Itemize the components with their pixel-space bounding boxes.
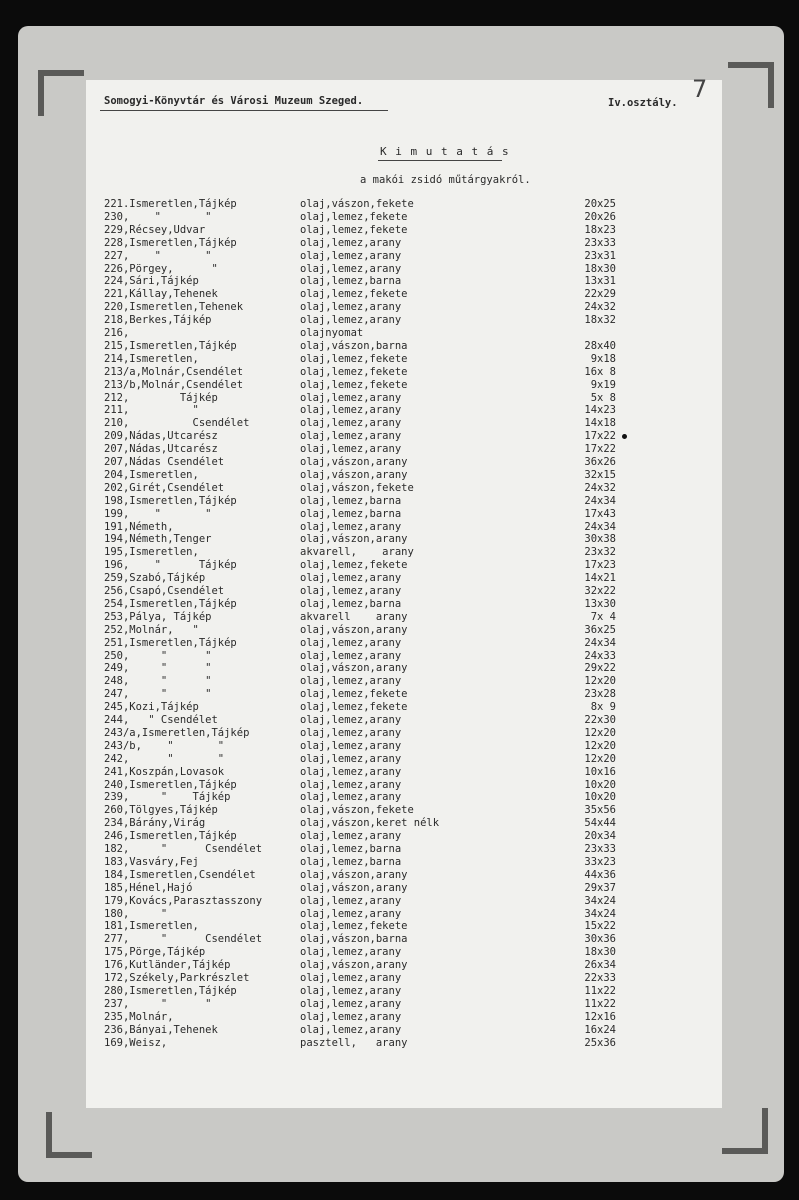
row-name: 240,Ismeretlen,Tájkép bbox=[104, 778, 237, 791]
row-name: 224,Sári,Tájkép bbox=[104, 275, 199, 288]
row-size: 12x20 bbox=[584, 752, 616, 765]
row-size: 12x20 bbox=[584, 675, 616, 688]
row-material: olaj,lemez,arany bbox=[300, 443, 402, 456]
row-name: 169,Weisz, bbox=[104, 1036, 168, 1049]
row-name: 250, " " bbox=[104, 649, 212, 662]
folio-number: 7 bbox=[692, 75, 708, 103]
row-name: 253,Pálya, Tájkép bbox=[104, 610, 212, 623]
row-material: olaj,lemez,barna bbox=[300, 855, 402, 868]
row-size: 7x 4 bbox=[590, 610, 616, 623]
row-name: 179,Kovács,Parasztasszony bbox=[104, 894, 263, 907]
row-size: 14x23 bbox=[584, 404, 616, 417]
row-size: 34x24 bbox=[584, 907, 616, 920]
row-size: 12x20 bbox=[584, 726, 616, 739]
row-size: 10x20 bbox=[584, 791, 616, 804]
row-material: olaj,lemez,arany bbox=[300, 572, 402, 585]
row-name: 251,Ismeretlen,Tájkép bbox=[104, 636, 237, 649]
row-material: olaj,vászon,arany bbox=[300, 468, 408, 481]
row-material: olaj,lemez,arany bbox=[300, 907, 402, 920]
row-material: olaj,lemez,arany bbox=[300, 830, 402, 843]
row-name: 216, bbox=[104, 327, 130, 339]
row-material: olaj,vászon,arany bbox=[300, 662, 408, 675]
row-name: 212, Tájkép bbox=[104, 391, 218, 404]
row-size: 20x26 bbox=[584, 210, 616, 223]
row-name: 185,Hénel,Hajó bbox=[104, 881, 193, 894]
row-size: 14x18 bbox=[584, 417, 616, 430]
row-material: olaj,lemez,arany bbox=[300, 791, 402, 804]
row-size: 12x16 bbox=[584, 1010, 616, 1023]
row-name: 234,Bárány,Virág bbox=[104, 817, 206, 830]
row-name: 227, " " bbox=[104, 249, 212, 262]
row-size: 26x34 bbox=[584, 959, 616, 972]
row-size: 14x21 bbox=[584, 572, 616, 585]
row-name: 277, " Csendélet bbox=[104, 933, 263, 946]
row-size: 18x30 bbox=[584, 262, 616, 275]
row-name: 260,Tölgyes,Tájkép bbox=[104, 804, 218, 817]
row-name: 254,Ismeretlen,Tájkép bbox=[104, 597, 237, 610]
class-label: Iv.osztály. bbox=[608, 97, 678, 109]
row-name: 242, " " bbox=[104, 752, 225, 765]
row-name: 215,Ismeretlen,Tájkép bbox=[104, 339, 237, 352]
row-name: 226,Pörgey, " bbox=[104, 262, 218, 275]
row-name: 196, " Tájkép bbox=[104, 559, 237, 572]
row-material: akvarell, arany bbox=[300, 546, 414, 559]
row-size: 36x26 bbox=[584, 456, 616, 468]
row-size: 35x56 bbox=[584, 804, 616, 817]
row-size: 16x24 bbox=[584, 1023, 616, 1036]
row-material: olaj,lemez,arany bbox=[300, 301, 402, 314]
row-size: 28x40 bbox=[584, 339, 616, 352]
row-material: olaj,lemez,fekete bbox=[300, 559, 408, 572]
row-name: 236,Bányai,Tehenek bbox=[104, 1023, 218, 1036]
row-name: 210, Csendélet bbox=[104, 417, 250, 430]
row-material: olaj,lemez,arany bbox=[300, 726, 402, 739]
row-size: 33x23 bbox=[584, 855, 616, 868]
row-size: 11x22 bbox=[584, 984, 616, 997]
row-material: olaj,lemez,fekete bbox=[300, 701, 408, 714]
row-name: 181,Ismeretlen, bbox=[104, 920, 199, 933]
row-size: 23x33 bbox=[584, 236, 616, 249]
row-name: 230, " " bbox=[104, 210, 212, 223]
row-material: olaj,lemez,arany bbox=[300, 391, 402, 404]
row-name: 243/b, " " bbox=[104, 739, 225, 752]
row-size: 44x36 bbox=[584, 868, 616, 881]
row-material: olaj,lemez,arany bbox=[300, 404, 402, 417]
row-name: 191,Németh, bbox=[104, 520, 174, 533]
row-name: 183,Vasváry,Fej bbox=[104, 855, 199, 868]
row-material: olaj,lemez,arany bbox=[300, 236, 402, 249]
row-material: olaj,lemez,fekete bbox=[300, 378, 408, 391]
row-material: olaj,lemez,barna bbox=[300, 843, 402, 855]
row-size: 17x22 bbox=[584, 443, 616, 456]
row-material: olaj,lemez,fekete bbox=[300, 288, 408, 301]
row-material: olaj,vászon,arany bbox=[300, 533, 408, 546]
row-material: olaj,vászon,barna bbox=[300, 933, 408, 946]
row-material: olaj,lemez,barna bbox=[300, 507, 402, 520]
row-name: 239, " Tájkép bbox=[104, 791, 231, 804]
row-name: 220,Ismeretlen,Tehenek bbox=[104, 301, 244, 314]
row-material: olaj,vászon,arany bbox=[300, 623, 408, 636]
row-name: 252,Molnár, " bbox=[104, 623, 199, 636]
corner-bracket-bottom-right bbox=[722, 1108, 768, 1154]
row-material: olaj,lemez,fekete bbox=[300, 352, 408, 365]
row-size: 17x43 bbox=[584, 507, 616, 520]
row-name: 180, " bbox=[104, 907, 168, 920]
row-size: 18x30 bbox=[584, 946, 616, 959]
row-name: 211, " bbox=[104, 404, 199, 417]
row-material: olaj,vászon,keret nélk bbox=[300, 817, 440, 830]
document-subtitle: a makói zsidó műtárgyakról. bbox=[360, 174, 531, 186]
row-size: 17x22 bbox=[584, 430, 616, 443]
row-name: 202,Girét,Csendélet bbox=[104, 481, 225, 494]
row-size: 9x19 bbox=[590, 378, 616, 391]
row-name: 209,Nádas,Utcarész bbox=[104, 430, 218, 443]
row-material: olaj,lemez,arany bbox=[300, 714, 402, 726]
row-name: 249, " " bbox=[104, 662, 212, 675]
header-underline bbox=[100, 110, 388, 111]
row-material: olaj,lemez,arany bbox=[300, 752, 402, 765]
row-material: olaj,lemez,arany bbox=[300, 739, 402, 752]
row-size: 36x25 bbox=[584, 623, 616, 636]
row-name: 213/a,Molnár,Csendélet bbox=[104, 365, 244, 378]
row-material: olaj,vászon,fekete bbox=[300, 198, 414, 210]
row-name: 172,Székely,Parkrészlet bbox=[104, 972, 250, 984]
document-title: K i m u t a t á s bbox=[380, 145, 510, 158]
row-size: 18x23 bbox=[584, 223, 616, 236]
corner-bracket-top-left bbox=[38, 70, 84, 116]
row-material: olaj,vászon,arany bbox=[300, 881, 408, 894]
row-size: 22x33 bbox=[584, 972, 616, 984]
row-material: olaj,lemez,arany bbox=[300, 997, 402, 1010]
row-size: 10x16 bbox=[584, 765, 616, 778]
title-underline bbox=[378, 160, 502, 161]
row-size: 23x33 bbox=[584, 843, 616, 855]
row-material: olaj,lemez,fekete bbox=[300, 688, 408, 701]
row-size: 24x34 bbox=[584, 636, 616, 649]
row-name: 176,Kutländer,Tájkép bbox=[104, 959, 231, 972]
row-material: olaj,lemez,arany bbox=[300, 262, 402, 275]
ink-spot bbox=[622, 434, 627, 439]
row-name: 207,Nádas Csendélet bbox=[104, 456, 225, 468]
row-size: 13x30 bbox=[584, 597, 616, 610]
row-material: olaj,lemez,barna bbox=[300, 494, 402, 507]
row-name: 184,Ismeretlen,Csendélet bbox=[104, 868, 256, 881]
row-material: olaj,lemez,arany bbox=[300, 1010, 402, 1023]
row-name: 194,Németh,Tenger bbox=[104, 533, 212, 546]
row-size: 29x22 bbox=[584, 662, 616, 675]
row-size: 29x37 bbox=[584, 881, 616, 894]
row-name: 245,Kozi,Tájkép bbox=[104, 701, 199, 714]
row-material: olaj,lemez,arany bbox=[300, 1023, 402, 1036]
row-name: 248, " " bbox=[104, 675, 212, 688]
row-size: 5x 8 bbox=[590, 391, 616, 404]
row-material: olajnyomat bbox=[300, 327, 364, 339]
row-name: 221,Kállay,Tehenek bbox=[104, 288, 218, 301]
row-size: 20x25 bbox=[584, 198, 616, 210]
row-name: 228,Ismeretlen,Tájkép bbox=[104, 236, 237, 249]
row-size: 20x34 bbox=[584, 830, 616, 843]
row-name: 213/b,Molnár,Csendélet bbox=[104, 378, 244, 391]
row-material: olaj,vászon,fekete bbox=[300, 804, 414, 817]
row-material: olaj,lemez,arany bbox=[300, 520, 402, 533]
row-size: 18x32 bbox=[584, 314, 616, 327]
row-name: 214,Ismeretlen, bbox=[104, 352, 199, 365]
row-name: 247, " " bbox=[104, 688, 212, 701]
row-name: 207,Nádas,Utcarész bbox=[104, 443, 218, 456]
row-name: 237, " " bbox=[104, 997, 212, 1010]
row-size: 24x32 bbox=[584, 481, 616, 494]
row-size: 22x29 bbox=[584, 288, 616, 301]
row-material: olaj,lemez,arany bbox=[300, 649, 402, 662]
row-name: 182, " Csendélet bbox=[104, 843, 263, 855]
row-size: 22x30 bbox=[584, 714, 616, 726]
row-material: olaj,vászon,barna bbox=[300, 339, 408, 352]
row-name: 218,Berkes,Tájkép bbox=[104, 314, 212, 327]
row-material: pasztell, arany bbox=[300, 1036, 408, 1049]
row-size: 24x34 bbox=[584, 494, 616, 507]
row-size: 12x20 bbox=[584, 739, 616, 752]
row-size: 32x22 bbox=[584, 585, 616, 597]
row-material: olaj,lemez,arany bbox=[300, 765, 402, 778]
row-size: 24x34 bbox=[584, 520, 616, 533]
row-size: 30x38 bbox=[584, 533, 616, 546]
row-size: 17x23 bbox=[584, 559, 616, 572]
row-material: olaj,lemez,arany bbox=[300, 675, 402, 688]
row-size: 30x36 bbox=[584, 933, 616, 946]
row-name: 280,Ismeretlen,Tájkép bbox=[104, 984, 237, 997]
row-name: 204,Ismeretlen, bbox=[104, 468, 199, 481]
corner-bracket-top-right bbox=[728, 62, 774, 108]
row-name: 241,Koszpán,Lovasok bbox=[104, 765, 225, 778]
row-size: 16x 8 bbox=[584, 365, 616, 378]
row-name: 175,Pörge,Tájkép bbox=[104, 946, 206, 959]
row-name: 244, " Csendélet bbox=[104, 714, 218, 726]
row-material: olaj,lemez,arany bbox=[300, 984, 402, 997]
row-material: olaj,lemez,fekete bbox=[300, 920, 408, 933]
row-size: 13x31 bbox=[584, 275, 616, 288]
row-material: olaj,lemez,barna bbox=[300, 597, 402, 610]
row-material: olaj,lemez,arany bbox=[300, 636, 402, 649]
row-size: 34x24 bbox=[584, 894, 616, 907]
institution-header: Somogyi-Könyvtár és Városi Muzeum Szeged. bbox=[104, 95, 364, 107]
row-material: olaj,lemez,arany bbox=[300, 946, 402, 959]
row-name: 229,Récsey,Udvar bbox=[104, 223, 206, 236]
row-material: olaj,lemez,arany bbox=[300, 585, 402, 597]
row-size: 8x 9 bbox=[590, 701, 616, 714]
row-name: 235,Molnár, bbox=[104, 1010, 174, 1023]
row-size: 23x32 bbox=[584, 546, 616, 559]
row-size: 23x28 bbox=[584, 688, 616, 701]
row-material: olaj,lemez,arany bbox=[300, 314, 402, 327]
row-size: 25x36 bbox=[584, 1036, 616, 1049]
row-name: 199, " " bbox=[104, 507, 212, 520]
row-size: 54x44 bbox=[584, 817, 616, 830]
row-name: 243/a,Ismeretlen,Tájkép bbox=[104, 726, 250, 739]
corner-bracket-bottom-left bbox=[46, 1112, 92, 1158]
row-material: olaj,vászon,arany bbox=[300, 456, 408, 468]
row-material: olaj,lemez,fekete bbox=[300, 210, 408, 223]
row-material: olaj,lemez,fekete bbox=[300, 223, 408, 236]
row-size: 24x32 bbox=[584, 301, 616, 314]
row-name: 195,Ismeretlen, bbox=[104, 546, 199, 559]
row-name: 246,Ismeretlen,Tájkép bbox=[104, 830, 237, 843]
row-name: 221.Ismeretlen,Tájkép bbox=[104, 198, 237, 210]
row-size: 23x31 bbox=[584, 249, 616, 262]
row-size: 10x20 bbox=[584, 778, 616, 791]
row-material: olaj,lemez,arany bbox=[300, 894, 402, 907]
row-size: 15x22 bbox=[584, 920, 616, 933]
row-size: 9x18 bbox=[590, 352, 616, 365]
row-material: olaj,lemez,fekete bbox=[300, 365, 408, 378]
row-material: olaj,lemez,arany bbox=[300, 778, 402, 791]
row-size: 24x33 bbox=[584, 649, 616, 662]
row-name: 259,Szabó,Tájkép bbox=[104, 572, 206, 585]
row-material: akvarell arany bbox=[300, 610, 408, 623]
row-material: olaj,lemez,arany bbox=[300, 430, 402, 443]
row-material: olaj,lemez,arany bbox=[300, 972, 402, 984]
row-size: 32x15 bbox=[584, 468, 616, 481]
row-material: olaj,lemez,barna bbox=[300, 275, 402, 288]
row-material: olaj,lemez,arany bbox=[300, 249, 402, 262]
row-size: 11x22 bbox=[584, 997, 616, 1010]
row-material: olaj,vászon,arany bbox=[300, 868, 408, 881]
row-material: olaj,vászon,fekete bbox=[300, 481, 414, 494]
row-name: 256,Csapó,Csendélet bbox=[104, 585, 225, 597]
row-name: 198,Ismeretlen,Tájkép bbox=[104, 494, 237, 507]
row-material: olaj,vászon,arany bbox=[300, 959, 408, 972]
row-material: olaj,lemez,arany bbox=[300, 417, 402, 430]
